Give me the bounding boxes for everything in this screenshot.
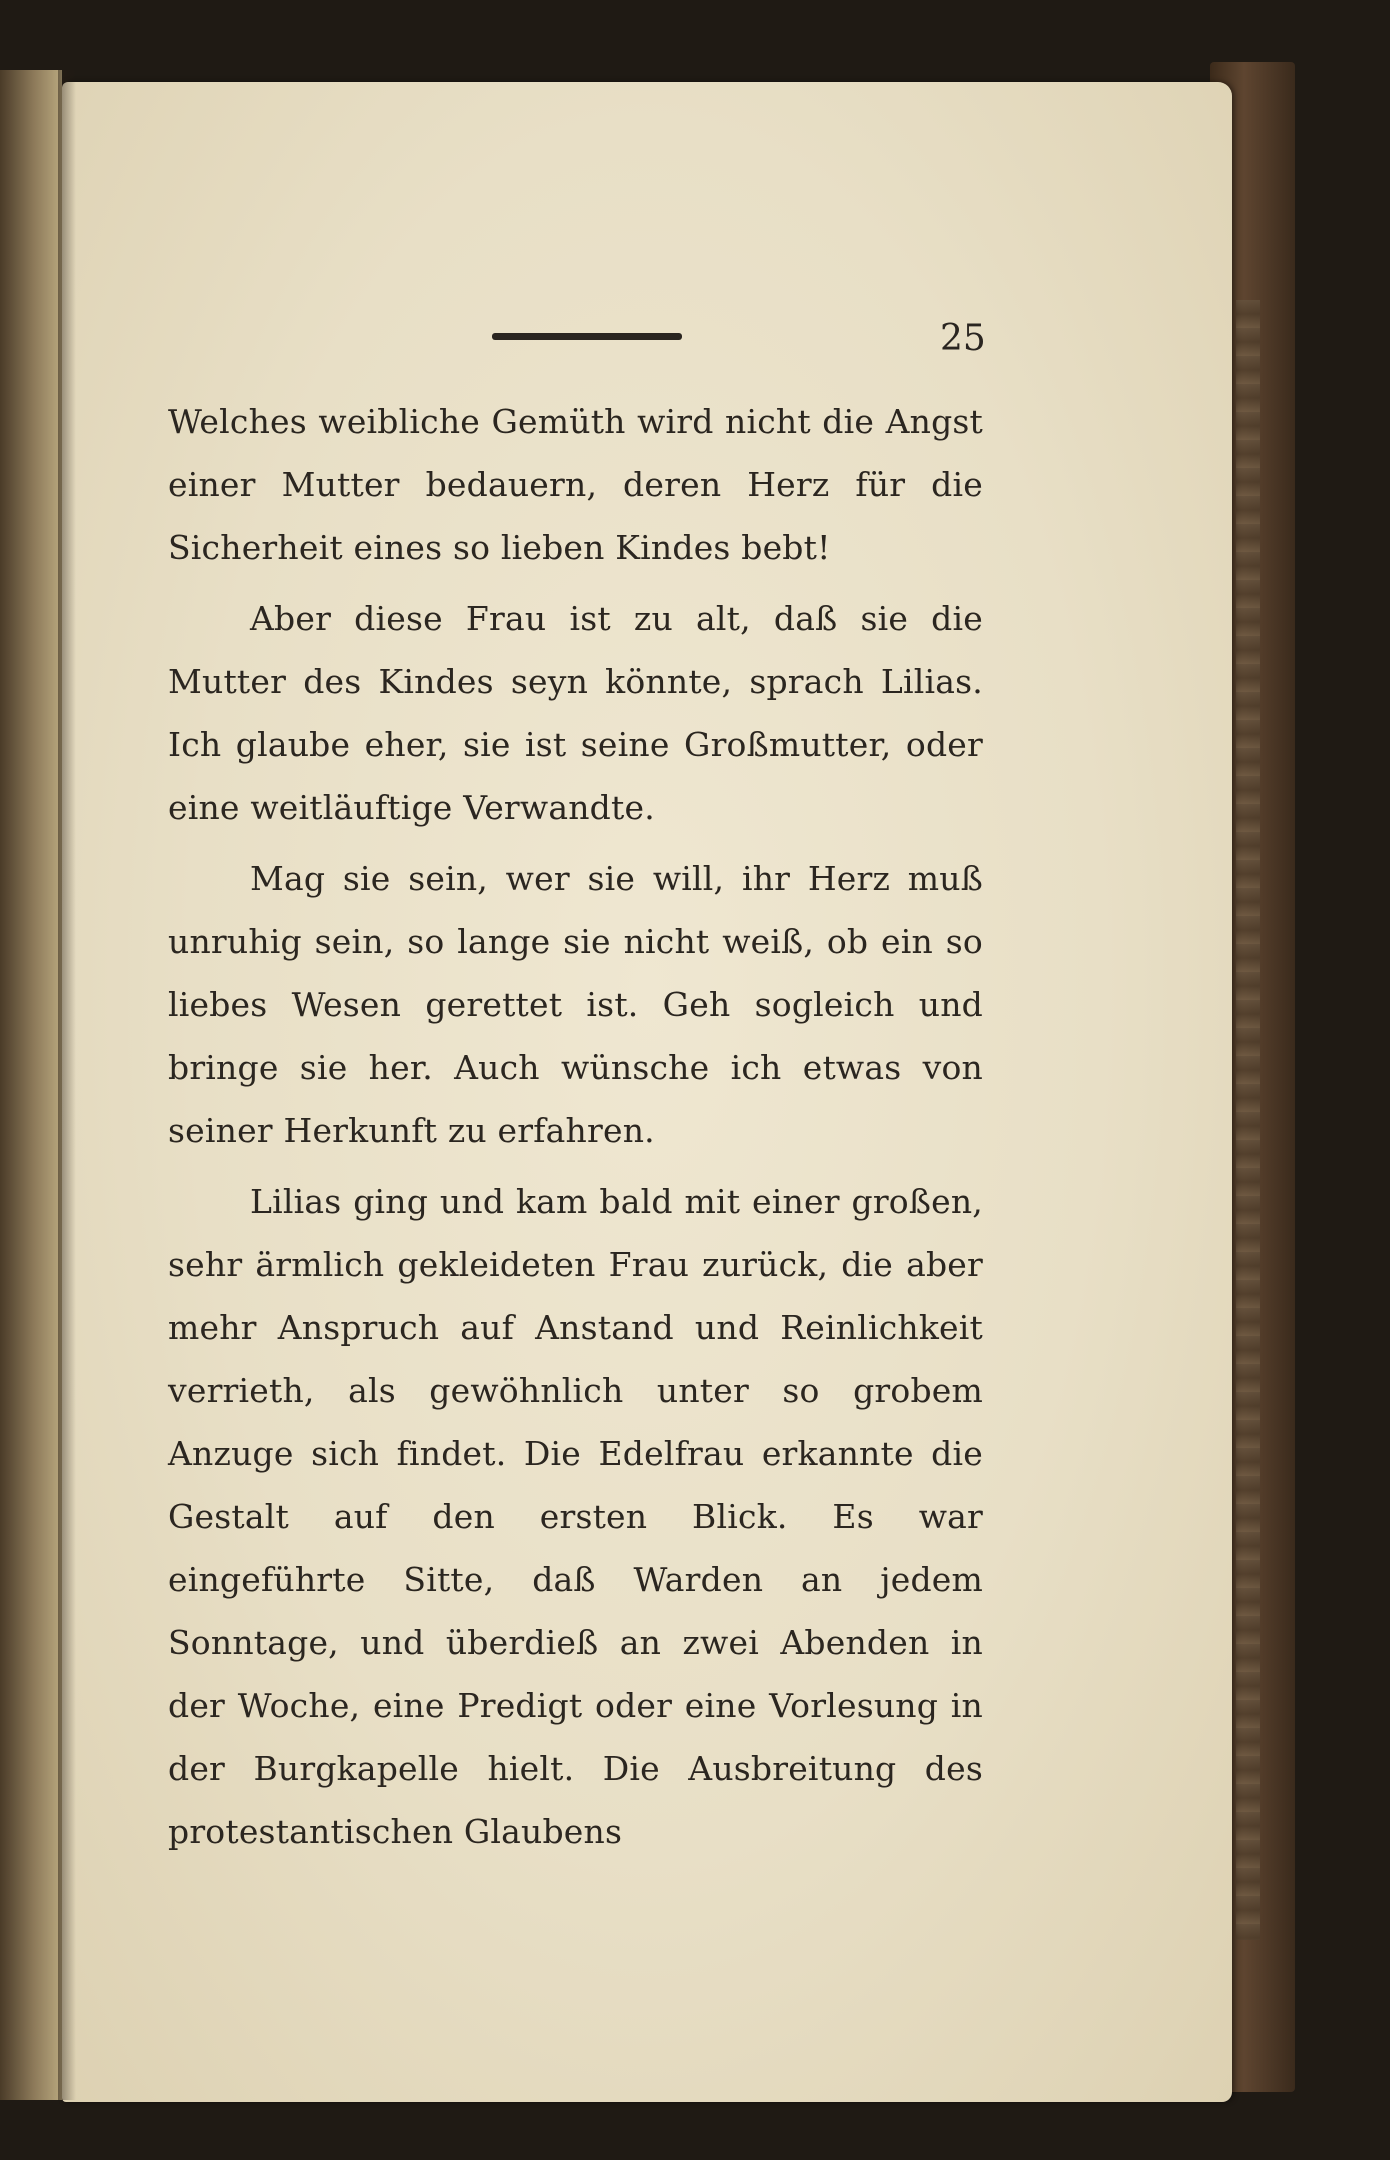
page-block-edge: [1236, 300, 1260, 1940]
paragraph-4: Lilias ging und kam bald mit einer großen, sehr ärmlich gekleideten Frau zurück, die aber mehr Anspruch auf Anstand und Reinlichkeit verrieth, als gewöhnlich unter so grobem Anzuge sich findet. Die Edelfrau erkannte die Gestalt auf den ersten Blick. Es war eingeführte Sitte, daß Warden an jedem Sonntage, und überdieß an zwei Abenden in der Woche, eine Predigt oder eine Vorlesung in der Burgkapelle hielt. Die Ausbreitung des protestantischen Glaubens: [168, 1182, 983, 1851]
spine-shadow: [58, 70, 76, 2100]
header-rule: [492, 333, 682, 340]
page-number: 25: [940, 318, 986, 359]
paragraph-2: Aber diese Frau ist zu alt, daß sie die Mutter des Kindes seyn könnte, sprach Lilias. Ich glaube eher, sie ist seine Großmutter, oder eine weitläuftige Verwandte.: [168, 599, 983, 827]
facing-page-edge: [0, 70, 62, 2100]
paragraph-3: Mag sie sein, wer sie will, ihr Herz muß unruhig sein, so lange sie nicht weiß, ob ein so liebes Wesen gerettet ist. Geh sogleich und bringe sie her. Auch wünsche ich etwas von seiner Herkunft zu erfahren.: [168, 859, 983, 1150]
body-text: [168, 382, 983, 1863]
paragraph-1: Welches weibliche Gemüth wird nicht die Angst einer Mutter bedauern, deren Herz für die Sicherheit eines so lieben Kindes bebt!: [168, 402, 983, 567]
